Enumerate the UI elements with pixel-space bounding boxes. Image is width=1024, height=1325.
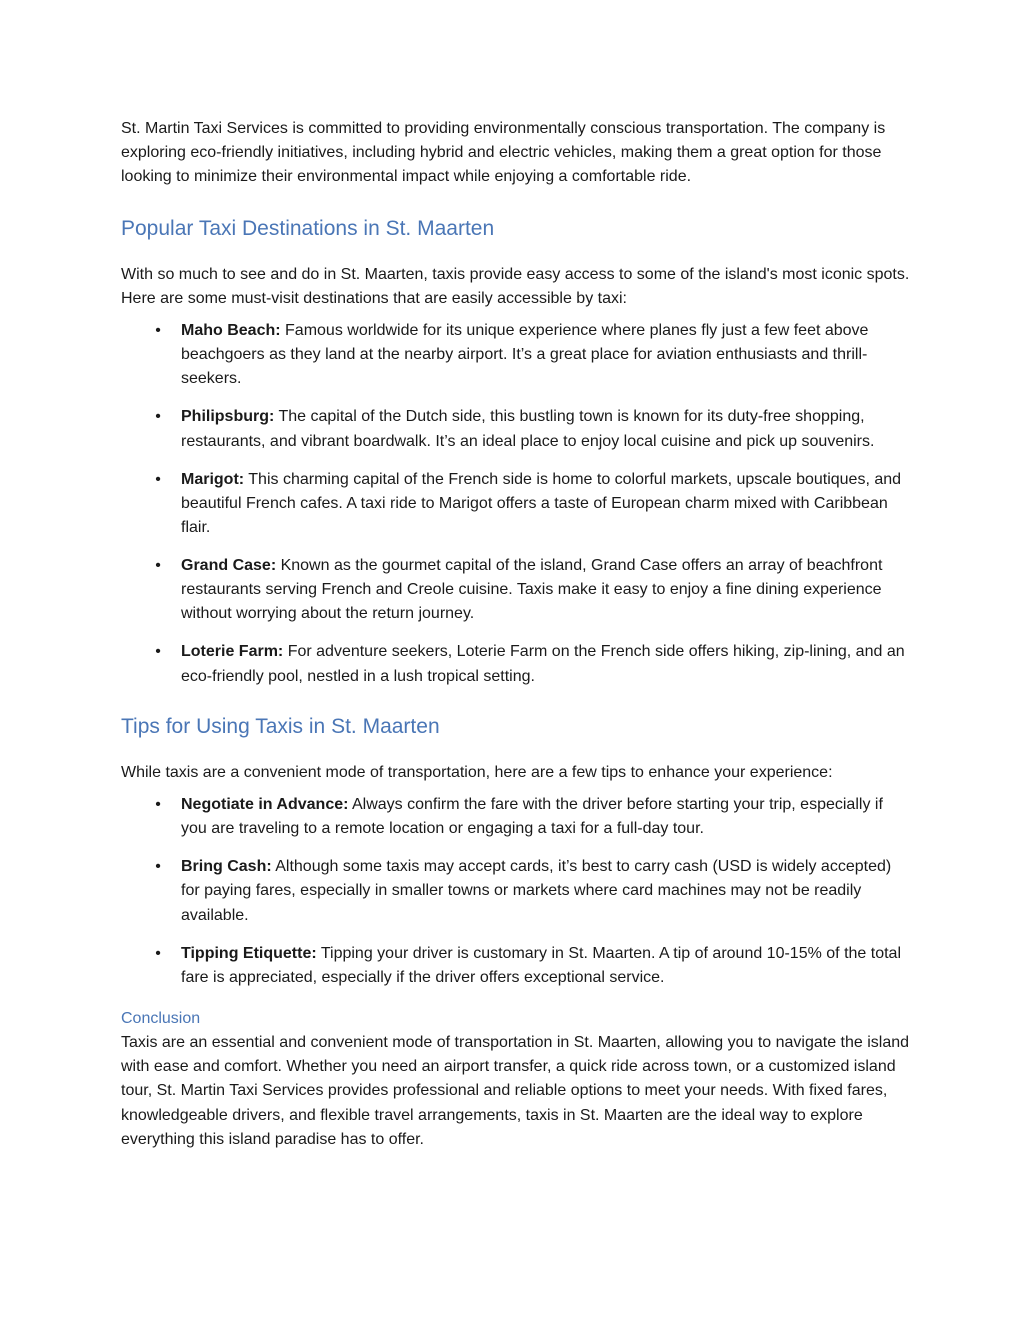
bullet-icon: • [155,470,161,488]
bullet-icon: • [155,643,161,661]
list-item [121,405,911,453]
bullet-icon: • [155,858,161,876]
list-item [121,942,911,990]
item-term: Grand Case: [181,557,277,575]
tips-list [121,793,911,990]
destinations-lead: With so much to see and do in St. Maarten, taxis provide easy access to some of the island's most iconic spots. Here are some must-visit destinations that are easily accessible by taxi: [121,265,910,307]
intro-paragraph: St. Martin Taxi Services is committed to providing environmentally conscious transportation. The company is exploring eco-friendly initiatives, including hybrid and electric vehicles, making them a great option for those looking to minimize their environmental impact while enjoying a comfortable ride. [121,120,886,186]
item-text: Known as the gourmet capital of the island, Grand Case offers an array of beachfront restaurants serving French and Creole cuisine. Taxis make it easy to enjoy a fine dining experience without worrying about the return journey. [181,557,883,623]
item-text: This charming capital of the French side is home to colorful markets, upscale boutiques, and beautiful French cafes. A taxi ride to Marigot offers a taste of European charm mixed with Caribbean flair. [181,470,902,537]
list-item [121,640,911,688]
bullet-icon: • [155,557,161,575]
item-term: Philipsburg: [181,408,275,426]
list-item [121,319,911,392]
destinations-list [121,319,911,689]
conclusion-paragraph: Taxis are an essential and convenient mode of transportation in St. Maarten, allowing you to navigate the island with ease and comfort. Whether you need an airport transfer, a quick ride across town, or a customized island tour, St. Martin Taxi Services provides professional and reliable options to meet your needs. With fixed fares, knowledgeable drivers, and flexible travel arrangements, taxis in St. Maarten are the ideal way to explore everything this island paradise has to offer. [121,1034,910,1148]
conclusion-heading: Conclusion [121,1010,201,1028]
bullet-icon: • [155,796,161,814]
item-term: Tipping Etiquette: [181,944,317,962]
bullet-icon: • [155,322,161,340]
tips-heading: Tips for Using Taxis in St. Maarten [121,714,440,738]
item-term: Negotiate in Advance: [181,796,349,814]
item-text: Although some taxis may accept cards, it’s best to carry cash (USD is widely accepted) for paying fares, especially in smaller towns or markets where card machines may not be readily available. [181,858,892,924]
bullet-icon: • [155,408,161,426]
list-item [121,468,911,541]
item-term: Maho Beach: [181,322,281,340]
bullet-icon: • [155,944,161,962]
list-item [121,855,911,928]
tips-lead: While taxis are a convenient mode of transportation, here are a few tips to enhance your experience: [121,763,833,781]
item-term: Marigot: [181,470,245,488]
item-term: Loterie Farm: [181,643,284,661]
item-text: Always confirm the fare with the driver before starting your trip, especially if you are traveling to a remote location or engaging a taxi for a full-day tour. [181,796,883,838]
list-item [121,793,911,841]
item-text: The capital of the Dutch side, this bustling town is known for its duty-free shopping, restaurants, and vibrant boardwalk. It’s an ideal place to enjoy local cuisine and pick up souvenirs. [181,408,875,450]
document-page [121,117,911,1152]
item-term: Bring Cash: [181,858,272,876]
destinations-heading: Popular Taxi Destinations in St. Maarten [121,216,495,240]
item-text: Tipping your driver is customary in St. Maarten. A tip of around 10-15% of the total fare is appreciated, especially if the driver offers exceptional service. [181,944,901,986]
list-item [121,554,911,627]
item-text: Famous worldwide for its unique experience where planes fly just a few feet above beachgoers as they land at the nearby airport. It’s a great place for aviation enthusiasts and thrill-seekers. [181,322,869,388]
item-text: For adventure seekers, Loterie Farm on the French side offers hiking, zip-lining, and an eco-friendly pool, nestled in a lush tropical setting. [181,643,905,685]
